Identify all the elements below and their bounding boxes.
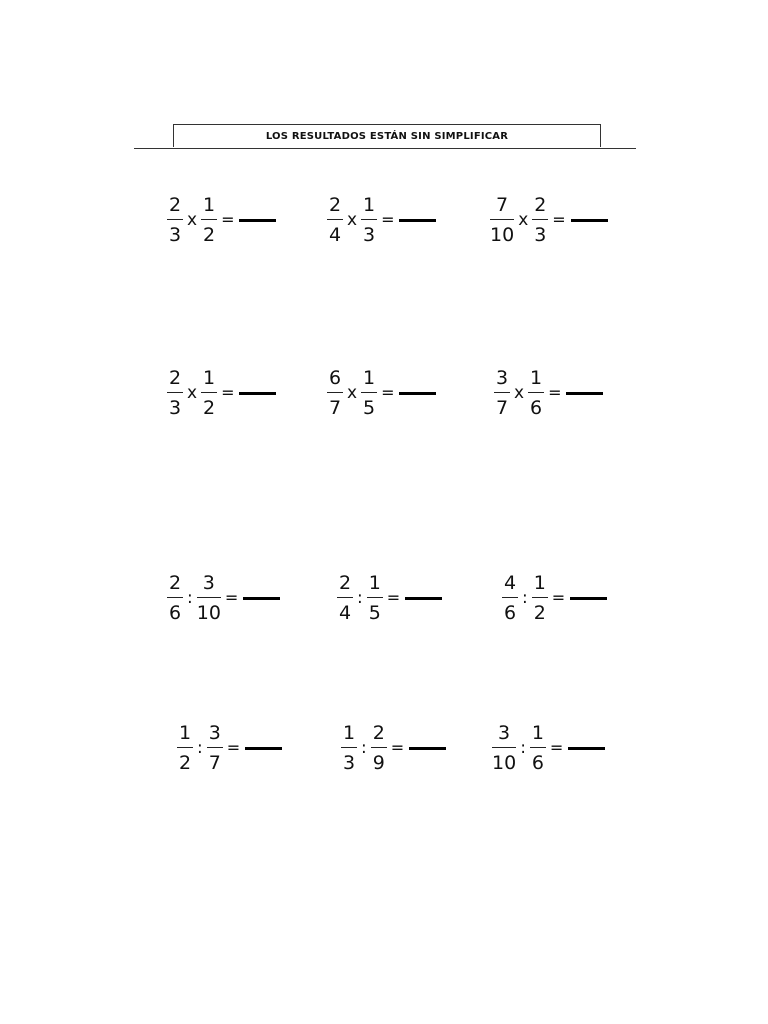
problem-5 bbox=[327, 360, 436, 426]
numerator: 1 bbox=[203, 194, 216, 216]
denominator: 9 bbox=[372, 752, 385, 774]
numerator: 1 bbox=[531, 722, 544, 744]
denominator: 3 bbox=[168, 397, 182, 419]
numerator: 2 bbox=[168, 367, 182, 389]
denominator: 7 bbox=[495, 397, 509, 419]
problem-7 bbox=[167, 565, 280, 631]
fraction-b bbox=[207, 722, 223, 774]
fraction-a bbox=[167, 194, 183, 246]
denominator: 10 bbox=[492, 752, 517, 774]
denominator: 5 bbox=[368, 602, 381, 624]
fraction-b bbox=[530, 722, 546, 774]
equals-sign: = bbox=[381, 210, 395, 229]
numerator: 2 bbox=[338, 572, 352, 594]
answer-line[interactable] bbox=[570, 597, 607, 600]
answer-line[interactable] bbox=[568, 747, 605, 750]
operator: : bbox=[361, 737, 367, 758]
problem-8 bbox=[337, 565, 442, 631]
operator: x bbox=[187, 382, 198, 403]
equals-sign: = bbox=[224, 588, 239, 607]
answer-line[interactable] bbox=[399, 392, 436, 395]
fraction-a bbox=[494, 367, 510, 419]
operator: : bbox=[520, 737, 526, 758]
denominator: 10 bbox=[490, 224, 515, 246]
problem-2 bbox=[327, 187, 436, 253]
numerator: 7 bbox=[496, 194, 509, 216]
operator: : bbox=[522, 587, 528, 608]
fraction-a bbox=[341, 722, 357, 774]
header-box bbox=[173, 124, 601, 147]
numerator: 3 bbox=[208, 722, 221, 744]
problem-4 bbox=[167, 360, 276, 426]
fraction-b bbox=[532, 572, 548, 624]
fraction-a bbox=[167, 367, 183, 419]
equals-sign: = bbox=[221, 210, 235, 229]
denominator: 3 bbox=[168, 224, 182, 246]
answer-line[interactable] bbox=[405, 597, 442, 600]
problem-3 bbox=[490, 187, 608, 253]
numerator: 2 bbox=[168, 194, 182, 216]
numerator: 2 bbox=[328, 194, 342, 216]
problem-1 bbox=[167, 187, 276, 253]
problem-12 bbox=[492, 715, 605, 781]
operator: : bbox=[197, 737, 203, 758]
fraction-a bbox=[327, 194, 343, 246]
fraction-a bbox=[327, 367, 343, 419]
denominator: 6 bbox=[531, 752, 544, 774]
denominator: 6 bbox=[530, 397, 543, 419]
fraction-b bbox=[367, 572, 383, 624]
header-title: LOS RESULTADOS ESTÁN SIN SIMPLIFICAR bbox=[265, 130, 509, 142]
operator: : bbox=[187, 587, 193, 608]
operator: x bbox=[514, 382, 525, 403]
fraction-b bbox=[201, 194, 217, 246]
problem-6 bbox=[494, 360, 603, 426]
denominator: 6 bbox=[503, 602, 517, 624]
numerator: 3 bbox=[495, 367, 509, 389]
numerator: 1 bbox=[203, 367, 216, 389]
numerator: 3 bbox=[498, 722, 511, 744]
equals-sign: = bbox=[386, 588, 401, 607]
denominator: 7 bbox=[208, 752, 221, 774]
fraction-a bbox=[337, 572, 353, 624]
numerator: 2 bbox=[534, 194, 547, 216]
operator: x bbox=[347, 209, 358, 230]
numerator: 3 bbox=[202, 572, 215, 594]
answer-line[interactable] bbox=[243, 597, 280, 600]
fraction-b bbox=[197, 572, 221, 624]
answer-line[interactable] bbox=[239, 219, 276, 222]
denominator: 2 bbox=[203, 397, 216, 419]
denominator: 5 bbox=[363, 397, 376, 419]
numerator: 1 bbox=[530, 367, 543, 389]
operator: x bbox=[347, 382, 358, 403]
answer-line[interactable] bbox=[399, 219, 436, 222]
answer-line[interactable] bbox=[239, 392, 276, 395]
operator: : bbox=[357, 587, 363, 608]
denominator: 3 bbox=[363, 224, 376, 246]
numerator: 2 bbox=[168, 572, 182, 594]
fraction-b bbox=[371, 722, 387, 774]
numerator: 1 bbox=[368, 572, 381, 594]
answer-line[interactable] bbox=[245, 747, 282, 750]
fraction-a bbox=[492, 722, 516, 774]
answer-line[interactable] bbox=[409, 747, 446, 750]
denominator: 7 bbox=[328, 397, 342, 419]
denominator: 4 bbox=[338, 602, 352, 624]
fraction-b bbox=[361, 194, 377, 246]
fraction-b bbox=[361, 367, 377, 419]
problem-9 bbox=[502, 565, 607, 631]
equals-sign: = bbox=[381, 383, 395, 402]
operator: x bbox=[518, 209, 529, 230]
numerator: 6 bbox=[328, 367, 342, 389]
equals-sign: = bbox=[549, 738, 564, 757]
fraction-b bbox=[532, 194, 548, 246]
numerator: 1 bbox=[342, 722, 356, 744]
denominator: 3 bbox=[342, 752, 356, 774]
operator: x bbox=[187, 209, 198, 230]
numerator: 4 bbox=[503, 572, 517, 594]
numerator: 1 bbox=[533, 572, 546, 594]
denominator: 4 bbox=[328, 224, 342, 246]
fraction-b bbox=[528, 367, 544, 419]
header-rule bbox=[134, 148, 636, 149]
equals-sign: = bbox=[390, 738, 405, 757]
denominator: 10 bbox=[196, 602, 221, 624]
equals-sign: = bbox=[552, 210, 566, 229]
numerator: 1 bbox=[363, 194, 376, 216]
denominator: 2 bbox=[178, 752, 192, 774]
fraction-a bbox=[490, 194, 514, 246]
equals-sign: = bbox=[221, 383, 235, 402]
problem-11 bbox=[341, 715, 446, 781]
fraction-a bbox=[167, 572, 183, 624]
denominator: 2 bbox=[203, 224, 216, 246]
numerator: 1 bbox=[178, 722, 192, 744]
fraction-a bbox=[502, 572, 518, 624]
equals-sign: = bbox=[551, 588, 566, 607]
problem-10 bbox=[177, 715, 282, 781]
numerator: 1 bbox=[363, 367, 376, 389]
fraction-a bbox=[177, 722, 193, 774]
denominator: 2 bbox=[533, 602, 546, 624]
equals-sign: = bbox=[226, 738, 241, 757]
answer-line[interactable] bbox=[571, 219, 608, 222]
numerator: 2 bbox=[372, 722, 385, 744]
denominator: 3 bbox=[534, 224, 547, 246]
answer-line[interactable] bbox=[566, 392, 603, 395]
denominator: 6 bbox=[168, 602, 182, 624]
fraction-b bbox=[201, 367, 217, 419]
equals-sign: = bbox=[548, 383, 562, 402]
